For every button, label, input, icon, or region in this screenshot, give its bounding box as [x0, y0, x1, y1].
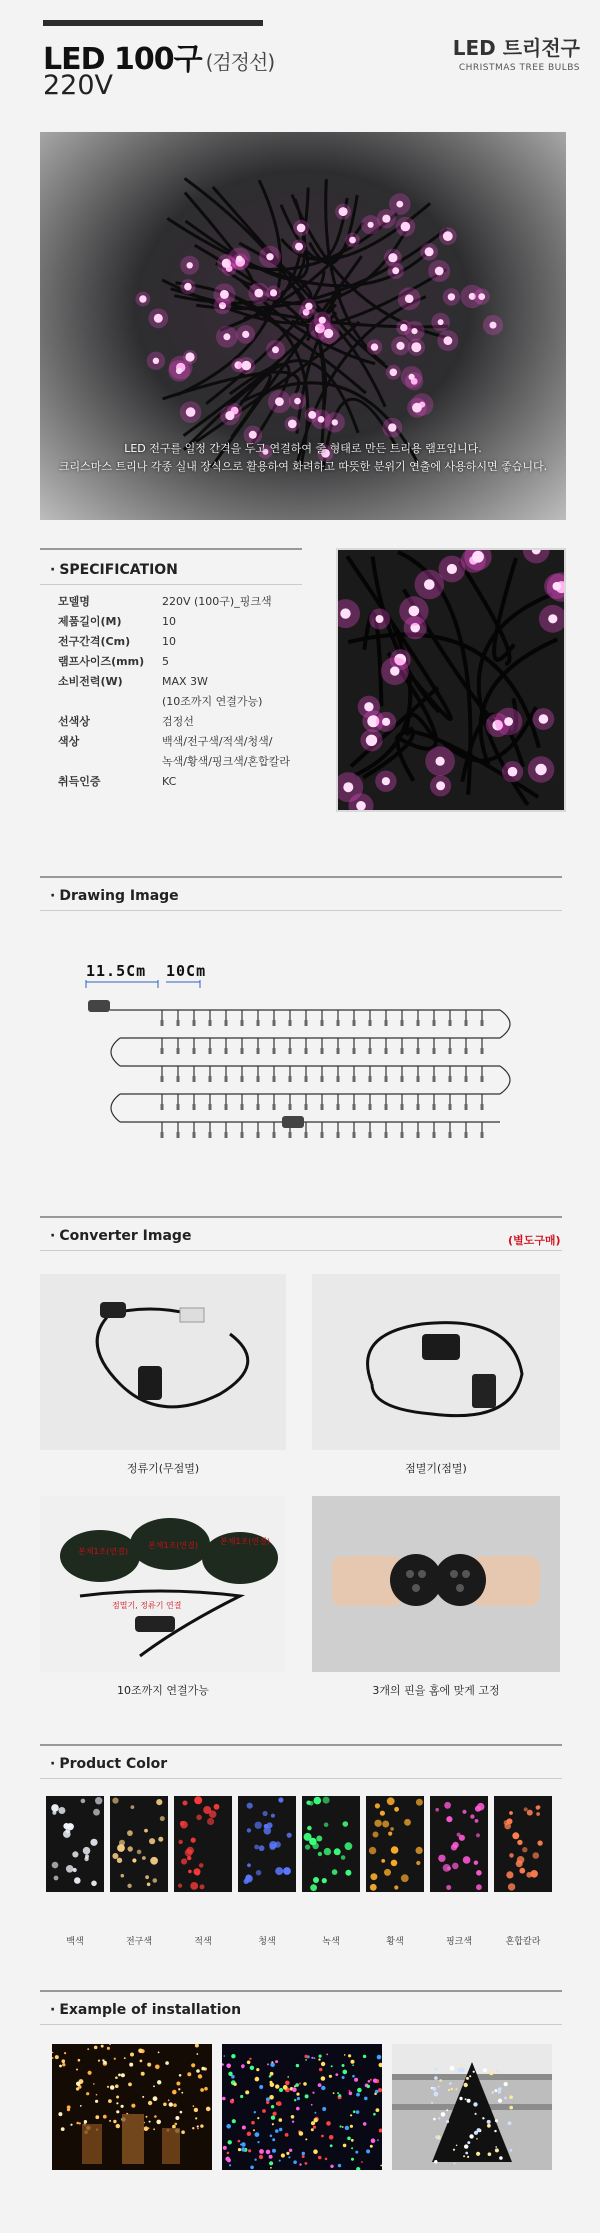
install-photo-mall-tree	[392, 2044, 552, 2170]
drawing-sub-rule	[40, 910, 562, 911]
spec-value: 10	[162, 635, 176, 648]
product-photo	[336, 548, 566, 812]
pins-caption: 3개의 핀을 홈에 맞게 고정	[372, 1684, 500, 1697]
brand-title: LED 트리전구	[452, 36, 580, 60]
color-name: 녹색	[322, 1937, 340, 1947]
spec-row	[58, 752, 308, 772]
separate-purchase-note: (별도구매)	[508, 1234, 561, 1247]
rectifier-photo	[40, 1274, 286, 1450]
connector-pins-illustration	[312, 1496, 560, 1672]
mall-tree-illustration	[392, 2044, 552, 2170]
chain-caption: 10조까지 연결가능	[117, 1684, 209, 1697]
color-swatch	[174, 1796, 232, 1892]
color-name: 황색	[386, 1937, 404, 1947]
spec-key: 모델명	[58, 595, 90, 608]
color-swatch	[46, 1796, 104, 1892]
converter-sub-rule	[40, 1250, 562, 1251]
install-sub-rule	[40, 2024, 562, 2025]
installation-heading: · Example of installation	[50, 2002, 241, 2018]
spec-row	[58, 672, 308, 692]
color-swatch	[302, 1796, 360, 1892]
hero-caption-line2: 크리스마스 트리나 각종 실내 장식으로 활용하여 화려하고 따뜻한 분위기 연출에 사용하시면 좋습니다.	[58, 460, 548, 473]
spec-row	[58, 652, 308, 672]
spec-value: 220V (100구)_핑크색	[162, 595, 272, 608]
hero-caption-line1: LED 전구를 일정 간격을 두고 연결하여 줄 형태로 만든 트리용 램프입니다.	[124, 442, 482, 455]
spec-row	[58, 632, 308, 652]
spec-value: KC	[162, 775, 177, 788]
spec-key: 전구간격(Cm)	[58, 635, 131, 648]
spec-value: 5	[162, 655, 169, 668]
spec-key: 램프사이즈(mm)	[58, 655, 145, 668]
color-name: 전구색	[125, 1937, 153, 1947]
swatch-leds	[46, 1796, 104, 1892]
swatch-leds	[430, 1796, 488, 1892]
install-top-rule	[40, 1990, 562, 1992]
swatch-leds	[302, 1796, 360, 1892]
color-name: 백색	[66, 1937, 84, 1947]
chain-label-3: 본체1조(연결)	[220, 1537, 270, 1546]
product-color-heading: · Product Color	[50, 1756, 167, 1772]
flasher-illustration	[312, 1274, 560, 1450]
spec-key	[58, 752, 162, 772]
swatch-leds	[238, 1796, 296, 1892]
brand-block	[453, 32, 580, 73]
color-name: 핑크색	[445, 1937, 473, 1947]
drawing-heading: · Drawing Image	[50, 888, 179, 904]
spec-top-rule	[40, 548, 302, 550]
pink-led-closeup	[338, 550, 564, 810]
string-light-diagram	[80, 980, 520, 1160]
drawing-top-rule	[40, 876, 562, 878]
header-bar	[43, 20, 263, 26]
spec-value: (10조까지 연결가능)	[162, 695, 263, 708]
spec-key: 색상	[58, 735, 80, 748]
color-swatch	[430, 1796, 488, 1892]
brand-subtitle: CHRISTMAS TREE BULBS	[458, 63, 580, 73]
bulb-gap-label: 10Cm	[166, 962, 207, 980]
chain-connection-illustration	[40, 1496, 286, 1672]
title-suffix: (검정선)	[205, 50, 275, 74]
chain-connection-photo	[40, 1496, 286, 1672]
rectifier-caption: 정류기(무점멸)	[126, 1462, 200, 1475]
color-sub-rule	[40, 1778, 562, 1779]
converter-heading: · Converter Image	[50, 1228, 191, 1244]
chain-label-2: 본체1조(연결)	[148, 1541, 198, 1550]
spec-value: MAX 3W	[162, 675, 208, 688]
lead-length-label: 11.5Cm	[86, 962, 147, 980]
spec-table	[58, 592, 308, 792]
spec-key: 제품길이(M)	[58, 615, 122, 628]
chain-label-4: 점멸기, 정류기 연결	[112, 1601, 182, 1610]
color-swatch	[238, 1796, 296, 1892]
spec-key	[58, 692, 162, 712]
converter-top-rule	[40, 1216, 562, 1218]
swatch-leds	[174, 1796, 232, 1892]
page-title: LED 100구 (검정선)	[43, 42, 275, 77]
voltage-label: 220V	[43, 70, 114, 101]
spec-value: 백색/전구색/적색/청색/	[162, 735, 273, 748]
spec-key: 취득인증	[58, 775, 101, 788]
spec-heading: · SPECIFICATION	[50, 562, 178, 578]
spec-row	[58, 692, 308, 712]
candles-illustration	[52, 2044, 212, 2170]
color-swatch	[494, 1796, 552, 1892]
spec-row	[58, 732, 308, 752]
color-name: 청색	[258, 1937, 276, 1947]
spec-row	[58, 712, 308, 732]
swatch-leds	[366, 1796, 424, 1892]
spec-value: 녹색/황색/핑크색/혼합칼라	[162, 755, 291, 768]
chain-label-1: 본체1조(연결)	[78, 1547, 128, 1556]
color-top-rule	[40, 1744, 562, 1746]
install-photo-candles	[52, 2044, 212, 2170]
color-name: 적색	[194, 1937, 212, 1947]
spec-key: 선색상	[58, 715, 90, 728]
spec-key: 소비전력(W)	[58, 675, 123, 688]
connector-pins-photo	[312, 1496, 560, 1672]
swatch-leds	[110, 1796, 168, 1892]
flasher-photo	[312, 1274, 560, 1450]
color-name: 혼합칼라	[505, 1937, 541, 1947]
spec-value: 검정선	[162, 715, 194, 728]
color-swatch	[366, 1796, 424, 1892]
install-photo-trees	[222, 2044, 382, 2170]
spec-row	[58, 612, 308, 632]
spec-sub-rule	[40, 584, 302, 585]
rectifier-illustration	[40, 1274, 286, 1450]
color-swatch	[110, 1796, 168, 1892]
spec-row	[58, 772, 308, 792]
trees-illustration	[222, 2044, 382, 2170]
swatch-leds	[494, 1796, 552, 1892]
flasher-caption: 점멸기(점멸)	[405, 1462, 467, 1475]
spec-row	[58, 592, 308, 612]
spec-value: 10	[162, 615, 176, 628]
